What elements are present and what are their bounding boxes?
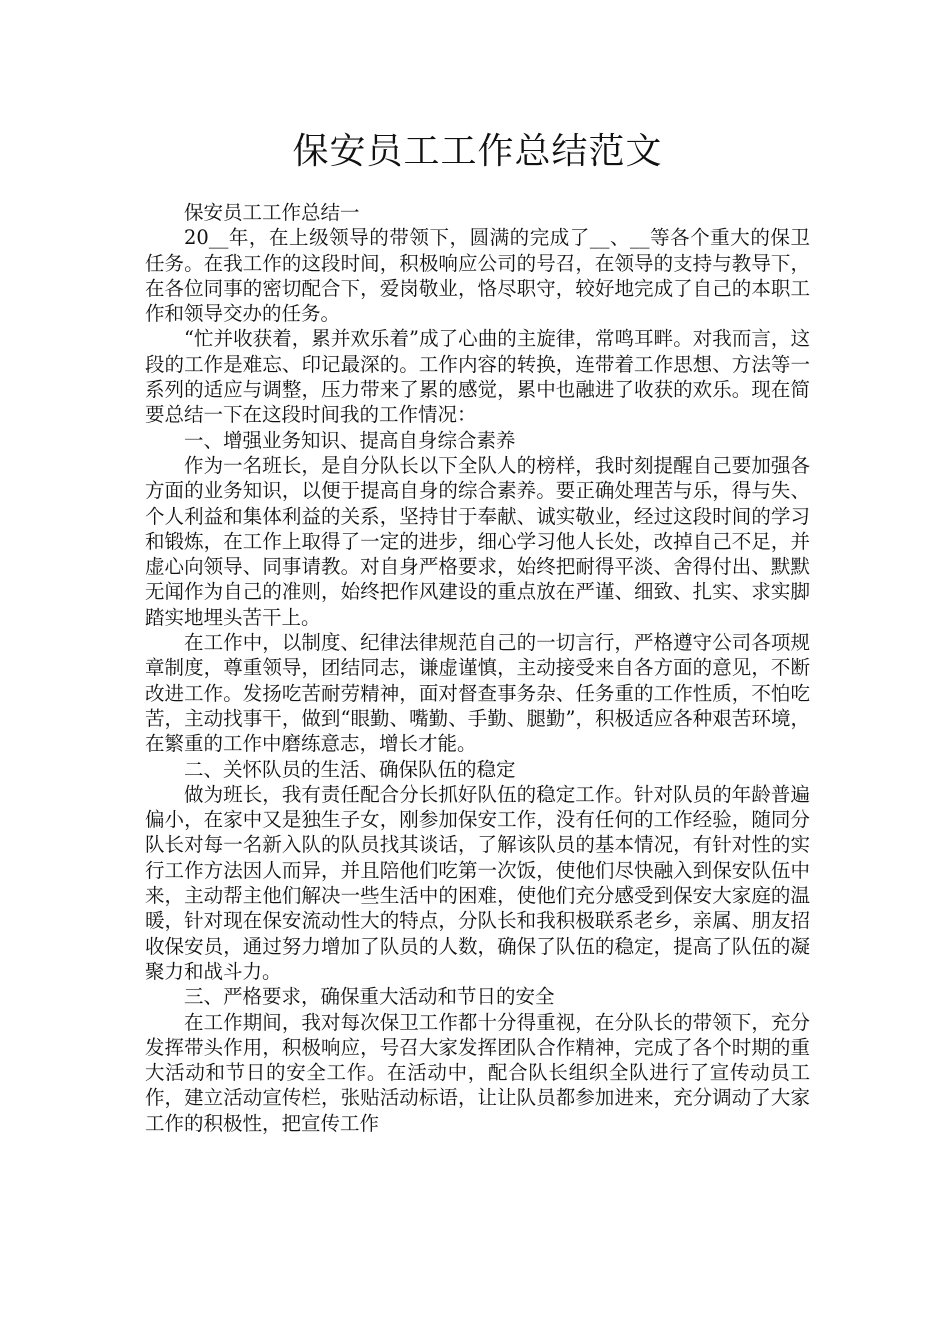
paragraph-2: 20__年，在上级领导的带领下，圆满的完成了__、__等各个重大的保卫任务。在我工作的这段时间，积极响应公司的号召，在领导的支持与教导下，在各位同事的密切配合下，爱岗敬业，恪尽职守，较好地完成了自己的本职工作和领导交办的任务。 <box>145 226 810 326</box>
paragraph-1: 保安员工工作总结一 <box>184 201 360 224</box>
document-body <box>145 200 810 1136</box>
document-title: 保安员工工作总结范文 <box>292 131 663 172</box>
paragraph-4: 作为一名班长，是自分队长以下全队人的榜样，我时刻提醒自己要加强各方面的业务知识，以便于提高自身的综合素养。要正确处理苦与乐，得与失、个人利益和集体利益的关系，坚持甘于奉献、诚实敬业，经过这段时间的学习和锻炼，在工作上取得了一定的进步，细心学习他人长处，改掉自己不足，并虚心向领导、同事请教。对自身严格要求，始终把耐得平淡、舍得付出、默默无闻作为自己的准则，始终把作风建设的重点放在严谨、细致、扎实、求实脚踏实地埋头苦干上。 <box>145 453 810 629</box>
paragraph-5: 在工作中，以制度、纪律法律规范自己的一切言行，严格遵守公司各项规章制度，尊重领导，团结同志，谦虚谨慎，主动接受来自各方面的意见，不断改进工作。发扬吃苦耐劳精神，面对督查事务杂、任务重的工作性质，不怕吃苦，主动找事干，做到“眼勤、嘴勤、手勤、腿勤”，积极适应各种艰苦环境，在繁重的工作中磨练意志，增长才能。 <box>145 631 810 756</box>
section-heading-2: 二、关怀队员的生活、确保队伍的稳定 <box>184 757 516 781</box>
paragraph-7: 在工作期间，我对每次保卫工作都十分得重视，在分队长的带领下，充分发挥带头作用，积极响应，号召大家发挥团队合作精神，完成了各个时期的重大活动和节日的安全工作。在活动中，配合队长组织全队进行了宣传动员工作，建立活动宣传栏，张贴活动标语，让让队员都参加进来，充分调动了大家工作的积极性，把宣传工作 <box>145 1010 810 1135</box>
section-heading-3: 三、严格要求，确保重大活动和节日的安全 <box>184 985 555 1009</box>
paragraph-3: “忙并收获着，累并欢乐着”成了心曲的主旋律，常鸣耳畔。对我而言，这段的工作是难忘、印记最深的。工作内容的转换，连带着工作思想、方法等一系列的适应与调整，压力带来了累的感觉，累中也融进了收获的欢乐。现在简要总结一下在这段时间我的工作情况： <box>145 327 810 427</box>
document-page <box>145 118 810 1136</box>
section-heading-1: 一、增强业务知识、提高自身综合素养 <box>184 428 516 452</box>
paragraph-6: 做为班长，我有责任配合分长抓好队伍的稳定工作。针对队员的年龄普遍偏小，在家中又是独生子女，刚参加保安工作，没有任何的工作经验，随同分队长对每一名新入队的队员找其谈话，了解该队员的基本情况，有针对性的实行工作方法因人而异，并且陪他们吃第一次饭，使他们尽快融入到保安队伍中来，主动帮主他们解决一些生活中的困难，使他们充分感受到保安大家庭的温暖，针对现在保安流动性大的特点，分队长和我积极联系老乡，亲属、朋友招收保安员，通过努力增加了队员的人数，确保了队伍的稳定，提高了队伍的凝聚力和战斗力。 <box>145 782 810 983</box>
